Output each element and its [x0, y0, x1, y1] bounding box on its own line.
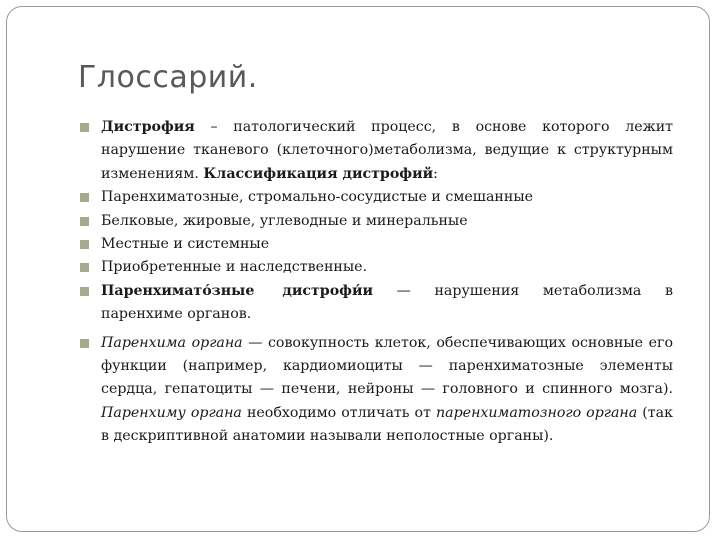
bullet-item-classification-4: Приобретенные и наследственные. — [80, 256, 673, 279]
bullet-item-classification-2: Белковые, жировые, углеводные и минеральные — [80, 210, 673, 233]
bullet-square-icon — [80, 193, 89, 202]
parenchymal-definition: — нарушения метаболизма в паренхиме органов. — [101, 282, 673, 323]
bullet-item-parenchyma: Паренхима органа — совокупность клеток, обеспечивающих основные его функции (например, кардиомиоциты — паренхиматозные элементы сердца, гепатоциты — печени, нейроны — головного и спинного мозга). Паренхиму органа необходимо отличать от паренхиматозного органа (так в дескриптивной анатомии называли неполостные органы). — [80, 332, 673, 449]
term-parenchymal: Паренхимато́зные — [101, 282, 255, 299]
bullet-item-dystrophy — [80, 116, 673, 186]
bullet-square-icon — [80, 339, 89, 348]
term-parenchyma-organ-acc: Паренхиму органа — [101, 404, 242, 421]
term-parenchyma-organ: Паренхима органа — [101, 334, 243, 351]
bullet-item-classification-3: Местные и системные — [80, 233, 673, 256]
bullet-square-icon — [80, 287, 89, 296]
dystrophy-definition: – патологический процесс, в основе которого лежит нарушение тканевого (клеточного)метаболизма, ведущие к структурным изменениям. — [101, 119, 673, 182]
bullet-square-icon — [80, 263, 89, 272]
bullet-item-classification-1: Паренхиматозные, стромально-сосудистые и смешанные — [80, 186, 673, 209]
term-parenchymal-organ: паренхиматозного органа — [436, 404, 638, 421]
classification-colon: : — [433, 165, 438, 182]
classification-label: Классификация дистрофий — [203, 165, 434, 182]
bullet-square-icon — [80, 217, 89, 226]
bullet-square-icon — [80, 123, 89, 132]
slide-content — [80, 116, 673, 449]
term-dystrophy: Дистрофия — [101, 119, 195, 135]
bullet-square-icon — [80, 240, 89, 249]
term-dystrophies: дистрофи́и — [282, 282, 374, 299]
bullet-item-parenchymal-dystrophies — [80, 280, 673, 327]
slide-title: Глоссарий. — [78, 60, 258, 95]
